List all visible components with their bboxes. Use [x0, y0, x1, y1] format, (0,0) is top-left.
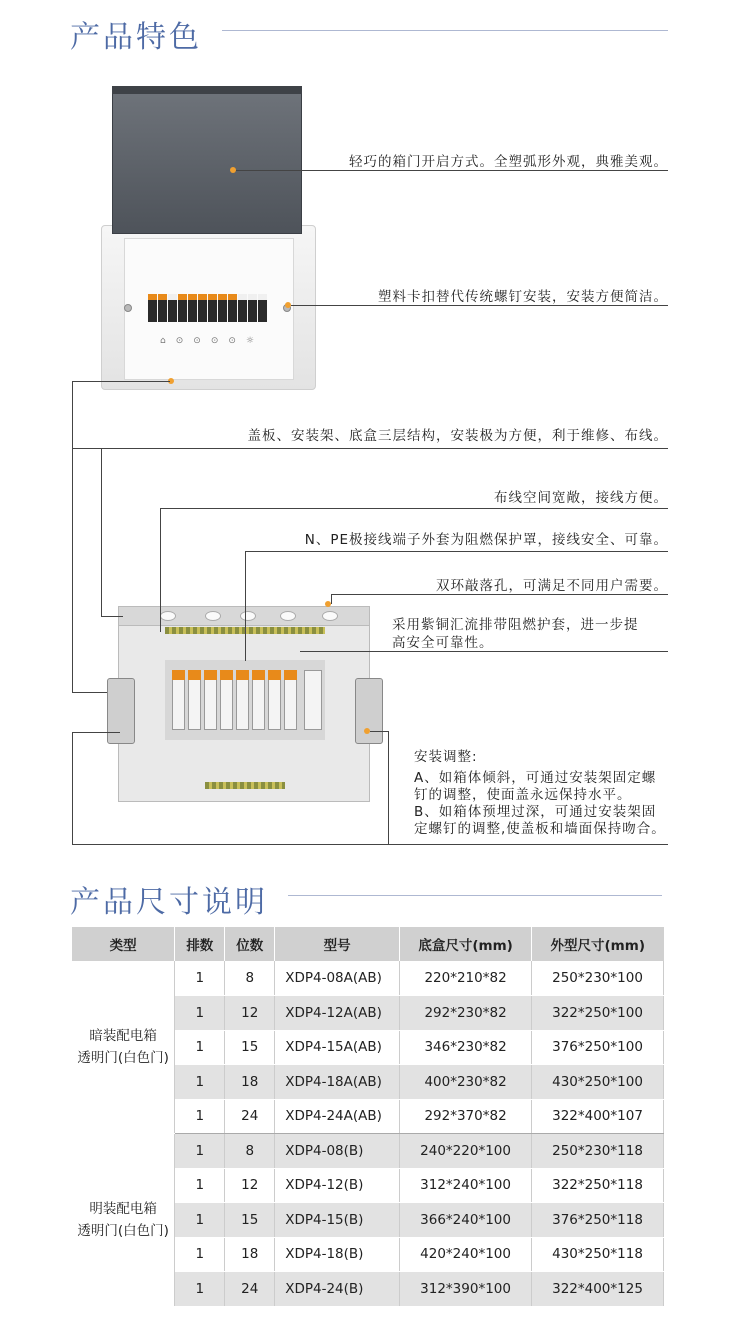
cell-model: XDP4-12(B) — [275, 1168, 400, 1203]
cell-positions: 15 — [225, 1203, 275, 1238]
cell-rows: 1 — [175, 1065, 225, 1100]
cell-outer-size: 430*250*118 — [532, 1237, 664, 1272]
callout-line — [72, 732, 73, 844]
cell-outer-size: 376*250*100 — [532, 1030, 664, 1065]
copper-busbar — [205, 782, 285, 789]
feature-note-7b: 高安全可靠性。 — [392, 635, 494, 651]
callout-line — [331, 594, 332, 604]
cell-outer-size: 250*230*100 — [532, 961, 664, 996]
cell-base-size: 292*370*82 — [400, 1099, 532, 1134]
cell-rows: 1 — [175, 1099, 225, 1134]
socket-icon: ⊙ — [175, 336, 184, 346]
table-header-row — [72, 927, 664, 961]
type-cell — [72, 1134, 175, 1307]
feature-note-5: N、PE极接线端子外套为阻燃保护罩，接线安全、可靠。 — [304, 532, 668, 548]
install-line-3: B、如箱体预埋过深，可通过安装架固 — [414, 804, 657, 820]
feature-note-6: 双环敲落孔，可满足不同用户需要。 — [436, 578, 668, 594]
cell-positions: 15 — [225, 1030, 275, 1065]
cell-positions: 18 — [225, 1237, 275, 1272]
spec-table — [72, 927, 664, 1307]
cell-model: XDP4-15A(AB) — [275, 1030, 400, 1065]
knockout-hole — [240, 611, 256, 621]
feature-note-7a: 采用紫铜汇流排带阻燃护套，进一步提 — [392, 617, 639, 633]
callout-line — [101, 448, 102, 616]
type-cell — [72, 961, 175, 1134]
cell-base-size: 312*390*100 — [400, 1272, 532, 1307]
knockout-hole — [322, 611, 338, 621]
cell-rows: 1 — [175, 961, 225, 996]
callout-line — [160, 508, 161, 632]
callout-line — [245, 551, 246, 661]
cell-outer-size: 322*400*107 — [532, 1099, 664, 1134]
knockout-hole — [280, 611, 296, 621]
callout-line — [101, 616, 123, 617]
table-row — [72, 961, 664, 996]
cell-model: XDP4-08A(AB) — [275, 961, 400, 996]
feature-note-2: 塑料卡扣替代传统螺钉安装，安装方便简洁。 — [378, 289, 668, 305]
cell-outer-size: 322*250*100 — [532, 996, 664, 1031]
header-positions: 位数 — [225, 927, 275, 961]
cell-model: XDP4-18A(AB) — [275, 1065, 400, 1100]
cell-model: XDP4-15(B) — [275, 1203, 400, 1238]
door-hinge-edge — [112, 86, 302, 94]
install-line-2: 钉的调整，使面盖永远保持水平。 — [414, 787, 632, 803]
cell-positions: 12 — [225, 996, 275, 1031]
callout-line — [72, 381, 73, 693]
cell-base-size: 400*230*82 — [400, 1065, 532, 1100]
cell-rows: 1 — [175, 1272, 225, 1307]
cell-model: XDP4-08(B) — [275, 1134, 400, 1169]
callout-line — [72, 732, 120, 733]
type-line: 暗装配电箱 — [89, 1028, 157, 1044]
cell-rows: 1 — [175, 1237, 225, 1272]
type-line: 明装配电箱 — [89, 1200, 157, 1217]
install-title: 安装调整: — [414, 749, 478, 765]
callout-line — [160, 508, 668, 509]
home-icon: ⌂ — [160, 336, 166, 346]
cell-rows: 1 — [175, 1030, 225, 1065]
cell-base-size: 420*240*100 — [400, 1237, 532, 1272]
type-line: 透明门(白色门) — [77, 1050, 169, 1066]
title-rule — [222, 30, 668, 31]
cell-outer-size: 322*250*118 — [532, 1168, 664, 1203]
cell-positions: 8 — [225, 961, 275, 996]
light-icon: ☼ — [245, 336, 254, 346]
faceplate-icons — [160, 336, 254, 346]
type-line: 透明门(白色门) — [77, 1222, 169, 1239]
cell-rows: 1 — [175, 1134, 225, 1169]
cell-outer-size: 430*250*100 — [532, 1065, 664, 1100]
cell-rows: 1 — [175, 996, 225, 1031]
callout-line — [245, 551, 668, 552]
cell-model: XDP4-24A(AB) — [275, 1099, 400, 1134]
socket-icon: ⊙ — [193, 336, 201, 346]
callout-line — [72, 448, 668, 449]
callout-line — [236, 170, 668, 171]
cell-base-size: 220*210*82 — [400, 961, 532, 996]
callout-line — [388, 731, 389, 844]
cell-model: XDP4-18(B) — [275, 1237, 400, 1272]
callout-line — [72, 844, 668, 845]
callout-line — [72, 381, 170, 382]
cell-model: XDP4-12A(AB) — [275, 996, 400, 1031]
socket-icon: ⊙ — [210, 336, 219, 346]
install-line-1: A、如箱体倾斜，可通过安装架固定螺 — [414, 770, 657, 786]
breaker-row — [148, 294, 267, 322]
dimensions-title: 产品尺寸说明 — [70, 885, 268, 920]
cell-outer-size: 376*250*118 — [532, 1203, 664, 1238]
knockout-hole — [205, 611, 221, 621]
title-rule — [288, 895, 662, 896]
feature-note-1: 轻巧的箱门开启方式。全塑弧形外观，典雅美观。 — [349, 154, 668, 170]
callout-line — [331, 594, 668, 595]
callout-line — [300, 651, 668, 652]
cell-rows: 1 — [175, 1203, 225, 1238]
cell-outer-size: 322*400*125 — [532, 1272, 664, 1307]
cell-base-size: 346*230*82 — [400, 1030, 532, 1065]
knockout-hole — [160, 611, 176, 621]
cell-positions: 24 — [225, 1099, 275, 1134]
cell-model: XDP4-24(B) — [275, 1272, 400, 1307]
header-type: 类型 — [72, 927, 175, 961]
transparent-door — [112, 86, 302, 234]
cell-positions: 18 — [225, 1065, 275, 1100]
mounting-bracket-right — [355, 678, 383, 744]
table-row — [72, 1134, 664, 1169]
header-outer-size: 外型尺寸(mm) — [532, 927, 664, 961]
screw-icon — [124, 304, 132, 312]
callout-line — [370, 731, 388, 732]
header-rows: 排数 — [175, 927, 225, 961]
header-base-size: 底盒尺寸(mm) — [400, 927, 532, 961]
cell-base-size: 366*240*100 — [400, 1203, 532, 1238]
feature-note-3: 盖板、安装架、底盒三层结构，安装极为方便，利于维修、布线。 — [247, 428, 668, 444]
header-model: 型号 — [275, 927, 400, 961]
cell-base-size: 312*240*100 — [400, 1168, 532, 1203]
cell-base-size: 240*220*100 — [400, 1134, 532, 1169]
cell-outer-size: 250*230*118 — [532, 1134, 664, 1169]
mounting-bracket-left — [107, 678, 135, 744]
cell-base-size: 292*230*82 — [400, 996, 532, 1031]
socket-icon: ⊙ — [228, 336, 236, 346]
features-title: 产品特色 — [70, 20, 202, 55]
cell-positions: 24 — [225, 1272, 275, 1307]
install-line-4: 定螺钉的调整,使盖板和墙面保持吻合。 — [414, 821, 666, 837]
callout-line — [291, 305, 668, 306]
feature-note-4: 布线空间宽敞，接线方便。 — [494, 490, 668, 506]
cell-positions: 12 — [225, 1168, 275, 1203]
cell-positions: 8 — [225, 1134, 275, 1169]
cell-rows: 1 — [175, 1168, 225, 1203]
